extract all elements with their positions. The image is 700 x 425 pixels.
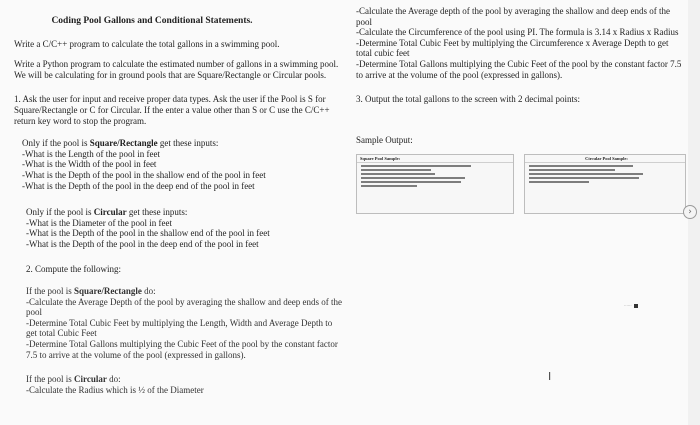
square-compute xyxy=(14,286,344,360)
circle-input-item: -What is the Depth of the pool in the deep end of the pool in feet xyxy=(26,238,259,249)
circle-intro-bold: Circular xyxy=(93,207,127,218)
intro-cpp: Write a C/C++ program to calculate the total gallons in a swimming pool. xyxy=(14,38,280,49)
sample-text-line xyxy=(529,165,633,167)
circular-compute xyxy=(14,374,344,395)
sample-text-line xyxy=(361,169,431,171)
right-column xyxy=(356,6,686,214)
square-intro-post: get these inputs: xyxy=(157,138,219,149)
circle-intro-post: get these inputs: xyxy=(126,207,188,218)
circular-compute-item: -Determine Total Gallons multiplying the Cubic Feet of the pool by the constant factor 7.5 to arrive at the volume of the pool (expressed in gallons). xyxy=(356,58,682,80)
square-compute-item: -Calculate the Average Depth of the pool by averaging the shallow and deep ends of the pool xyxy=(26,296,342,318)
circle-input-item: -What is the Depth of the pool in the shallow end of the pool in feet xyxy=(26,228,270,239)
circular-compute-heading xyxy=(26,374,344,385)
circle-intro-pre: Only if the pool is xyxy=(26,207,94,218)
circular-compute-item: -Calculate the Radius which is ½ of the Diameter xyxy=(26,384,204,395)
sample-text-line xyxy=(529,177,639,179)
step-2: 2. Compute the following: xyxy=(26,263,121,274)
circle-inputs-heading xyxy=(26,207,344,218)
square-compute-item: -Determine Total Cubic Feet by multiplying the Length, Width and Average Depth to get total Cubic Feet xyxy=(26,317,333,339)
square-input-item: -What is the Depth of the pool in the shallow end of the pool in feet xyxy=(22,169,266,180)
step-1: 1. Ask the user for input and receive proper data types. Ask the user if the Pool is S for Square/Rectangle or C for Circular. If the enter a value other than S or C use the C/C++ return key word to stop the program. xyxy=(14,94,330,126)
circular-compute-item: -Calculate the Average depth of the pool by averaging the shallow and deep ends of the pool xyxy=(356,6,670,27)
next-page-button[interactable]: › xyxy=(683,205,697,219)
square-compute-heading xyxy=(26,286,344,297)
sample-text-line xyxy=(529,173,643,175)
sq-compute-post: do: xyxy=(141,286,156,297)
square-sample-title: Square Pool Sample: xyxy=(357,155,513,163)
circle-inputs xyxy=(14,207,344,249)
square-intro-bold: Square/Rectangle xyxy=(89,138,158,149)
circular-compute-item: -Calculate the Circumference of the pool using PI. The formula is 3.14 x Radius x Radius xyxy=(356,27,679,38)
sample-text-line xyxy=(361,177,465,179)
circular-compute-item: -Determine Total Cubic Feet by multiplying the Circumference x Average Depth to get total cubic feet xyxy=(356,37,669,59)
page-corner-mark: ······ xyxy=(624,303,638,308)
square-inputs-heading xyxy=(22,138,344,149)
sample-text-line xyxy=(529,181,589,183)
square-input-item: -What is the Length of the pool in feet xyxy=(22,148,160,159)
square-sample-image xyxy=(356,154,514,214)
sample-text-line xyxy=(361,165,471,167)
document-title: Coding Pool Gallons and Conditional Statements. xyxy=(51,16,253,26)
intro-python: Write a Python program to calculate the estimated number of gallons in a swimming pool. We will be calculating for in ground pools that are Square/Rectangle or Circular pools. xyxy=(14,59,339,80)
sample-text-line xyxy=(361,185,417,187)
left-column xyxy=(14,16,344,395)
sample-outputs xyxy=(356,154,686,214)
circular-sample-title: Circular Pool Sample: xyxy=(525,155,685,163)
square-input-item: -What is the Depth of the pool in the deep end of the pool in feet xyxy=(22,180,255,191)
circle-input-item: -What is the Diameter of the pool in feet xyxy=(26,217,172,228)
sq-compute-pre: If the pool is xyxy=(26,286,74,297)
square-inputs xyxy=(14,138,344,191)
circ-compute-pre: If the pool is xyxy=(26,374,74,385)
sample-text-line xyxy=(361,181,461,183)
square-compute-item: -Determine Total Gallons multiplying the Cubic Feet of the pool by the constant factor 7.5 to arrive at the volume of the pool (expressed in gallons). xyxy=(26,339,338,360)
step-3: 3. Output the total gallons to the screen with 2 decimal points: xyxy=(356,94,580,105)
sample-text-line xyxy=(361,173,435,175)
circular-sample-image xyxy=(524,154,686,214)
circ-compute-bold: Circular xyxy=(74,374,107,385)
square-intro-pre: Only if the pool is xyxy=(22,138,90,149)
sq-compute-bold: Square/Rectangle xyxy=(74,286,142,297)
corner-square-icon xyxy=(634,304,638,308)
square-input-item: -What is the Width of the pool in feet xyxy=(22,159,157,170)
sample-text-line xyxy=(529,169,615,171)
sample-output-label: Sample Output: xyxy=(356,134,413,145)
text-cursor-icon: I xyxy=(548,370,552,383)
circ-compute-post: do: xyxy=(106,374,121,385)
